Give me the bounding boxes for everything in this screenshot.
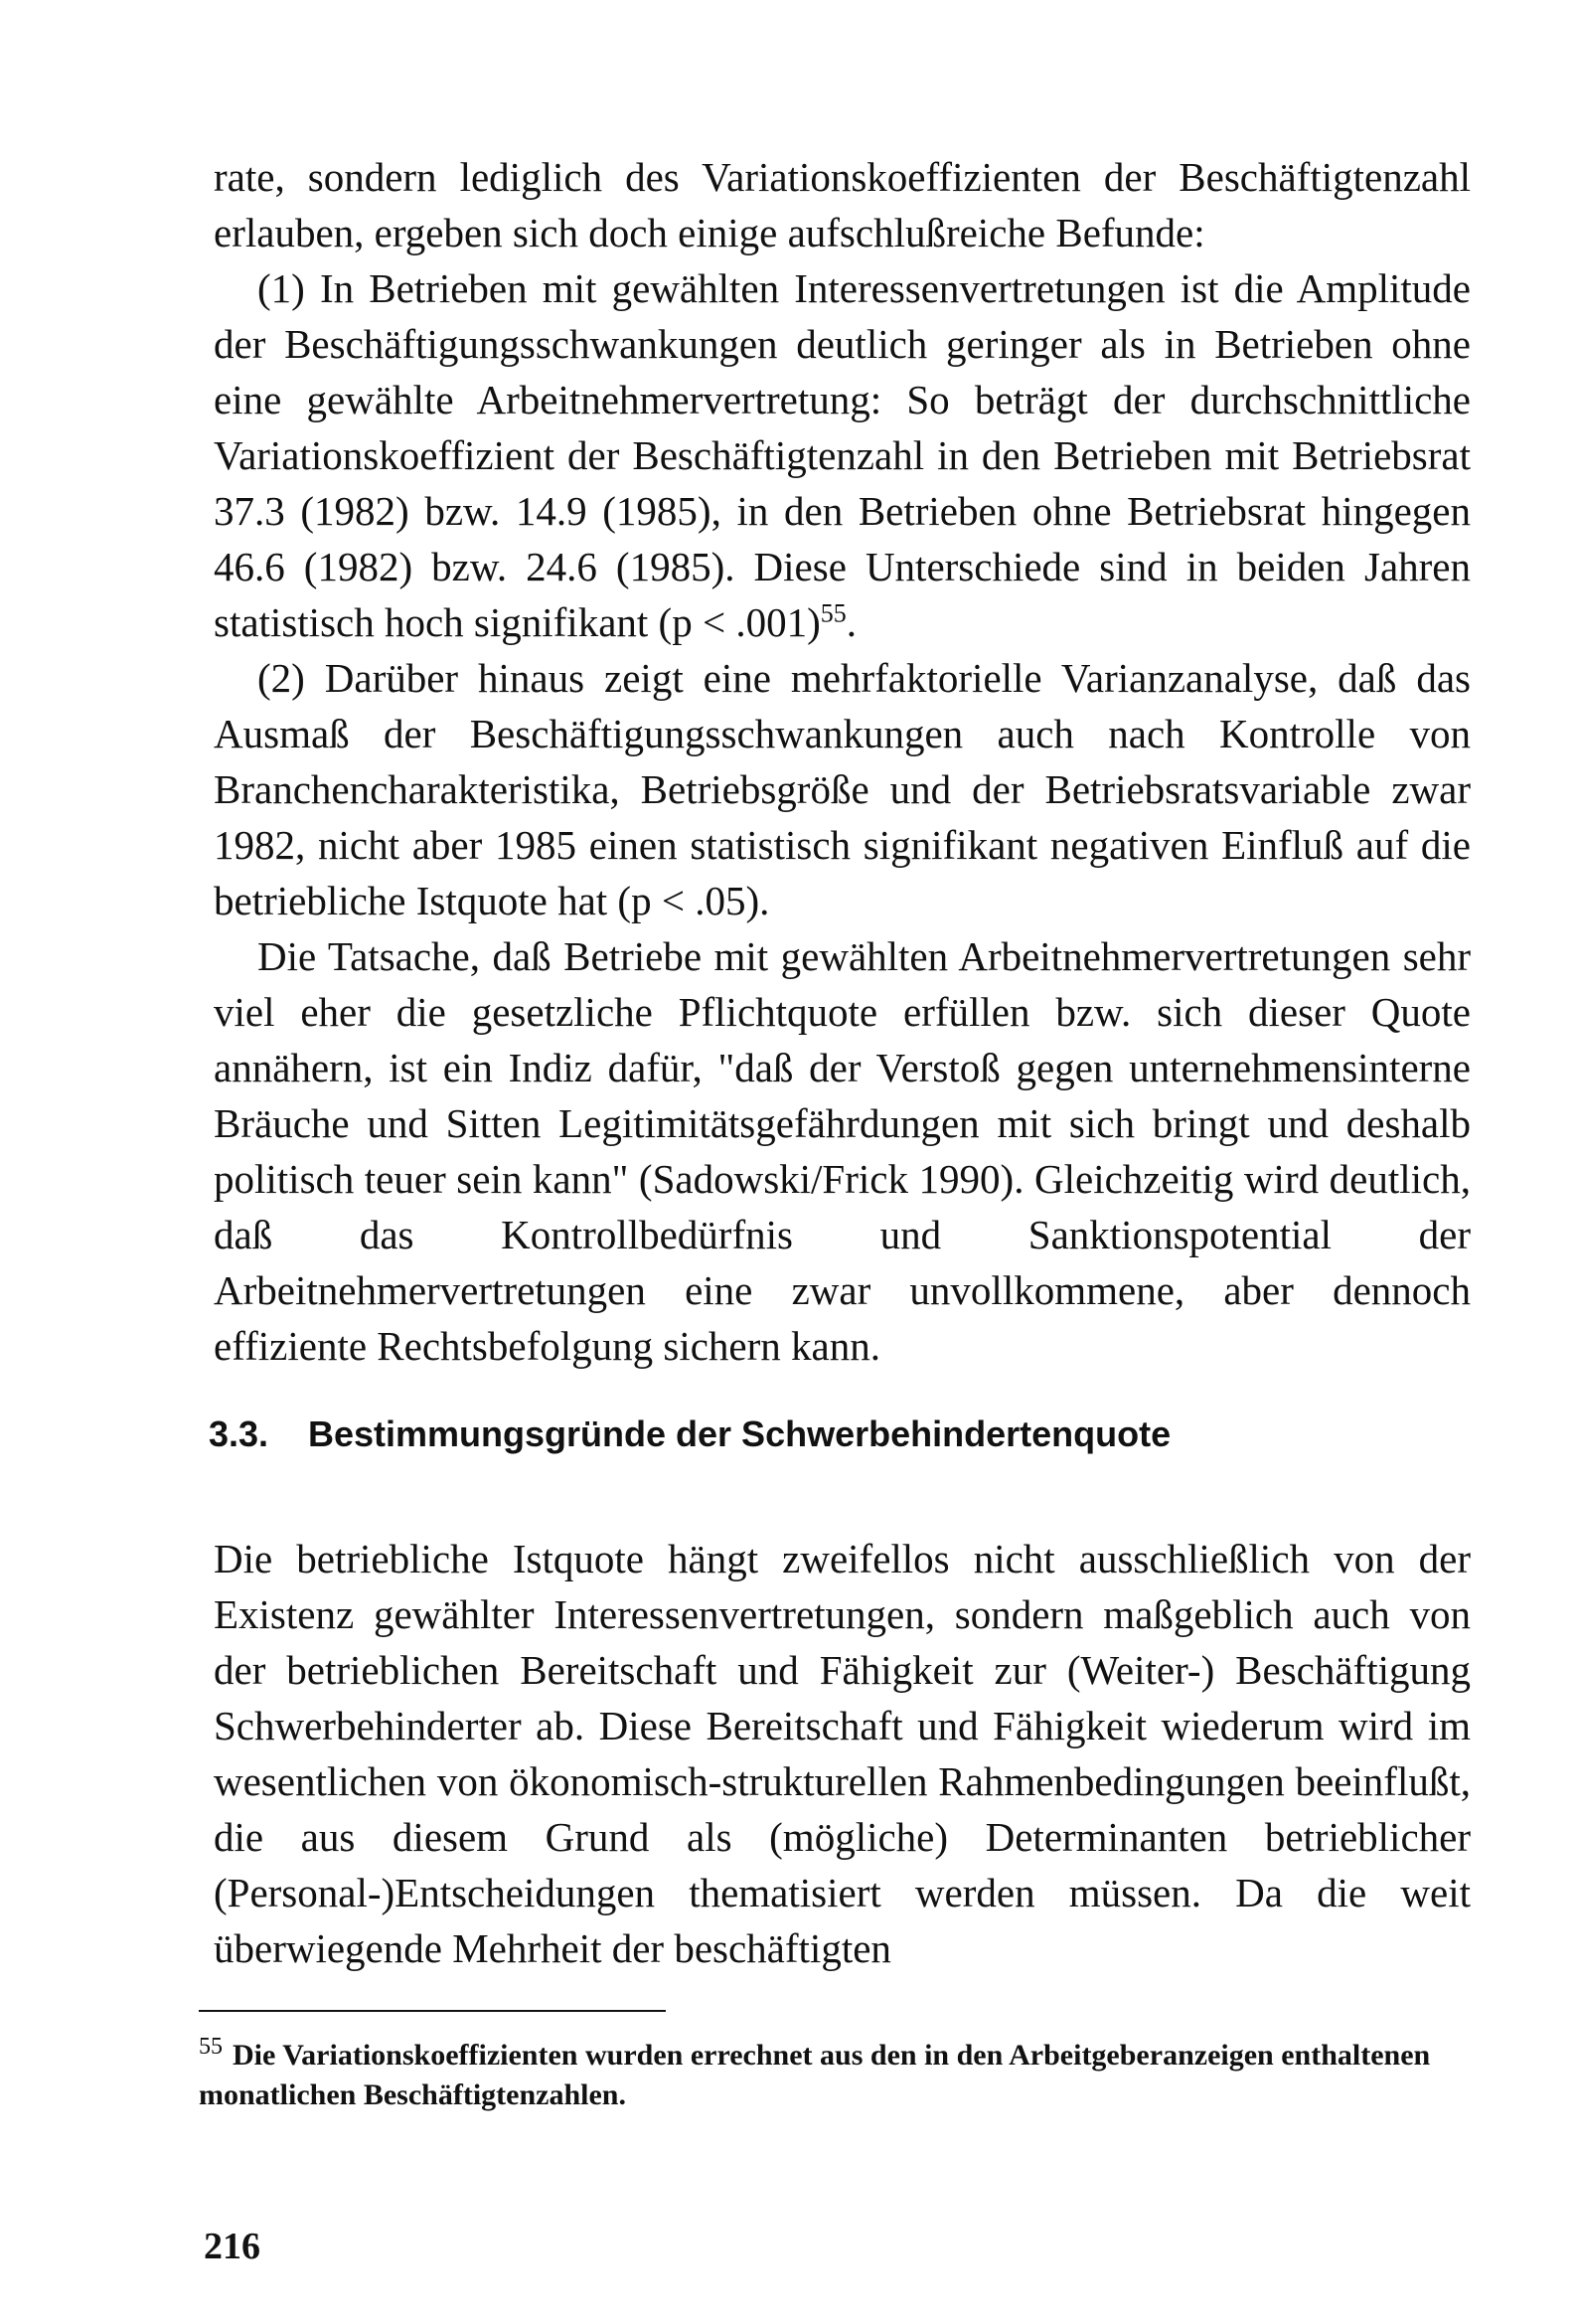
paragraph-section-intro	[214, 1531, 1471, 1976]
section-title: Bestimmungsgründe der Schwerbehindertenquote	[308, 1413, 1172, 1454]
paragraph-text: (2) Darüber hinaus zeigt eine mehrfaktorielle Varianzanalyse, daß das Ausmaß der Beschäftigungsschwankungen auch nach Kontrolle von Branchencharakteristika, Betriebsgröße und der Betriebsratsvariable zwar 1982, nicht aber 1985 einen statistisch signifikant negativen Einfluß auf die betriebliche Istquote hat (p < .05).	[214, 655, 1471, 923]
paragraph-continuation	[214, 149, 1471, 260]
paragraph-conclusion	[214, 928, 1471, 1374]
page-number: 216	[204, 2226, 260, 2267]
paragraph-text: rate, sondern lediglich des Variationskoeffizienten der Beschäftigtenzahl erlauben, ergeben sich doch einige aufschlußreiche Befunde:	[214, 154, 1471, 255]
footnote-marker: 55	[199, 2034, 223, 2060]
footnote-divider	[199, 2010, 666, 2012]
paragraph-finding-1	[214, 260, 1471, 650]
footnote	[199, 2036, 1471, 2115]
section-heading	[209, 1410, 1466, 1459]
body-text-bottom	[214, 1531, 1471, 1976]
paragraph-text: Die Tatsache, daß Betriebe mit gewählten Arbeitnehmervertretungen sehr viel eher die gesetzliche Pflichtquote erfüllen bzw. sich dieser Quote annähern, ist ein Indiz dafür, "daß der Verstoß gegen unternehmensinterne Bräuche und Sitten Legitimitätsgefährdungen mit sich bringt und deshalb politisch teuer sein kann" (Sadowski/Frick 1990). Gleichzeitig wird deutlich, daß das Kontrollbedürfnis und Sanktionspotential der Arbeitnehmervertretungen eine zwar unvollkommene, aber dennoch effiziente Rechtsbefolgung sichern kann.	[214, 933, 1471, 1369]
paragraph-text: (1) In Betrieben mit gewählten Interessenvertretungen ist die Amplitude der Beschäftigungsschwankungen deutlich geringer als in Betrieben ohne eine gewählte Arbeitnehmervertretung: So beträgt der durchschnittliche Variationskoeffizient der Beschäftigtenzahl in den Betrieben mit Betriebsrat 37.3 (1982) bzw. 14.9 (1985), in den Betrieben ohne Betriebsrat hingegen 46.6 (1982) bzw. 24.6 (1985). Diese Unterschiede sind in beiden Jahren statistisch hoch signifikant (p < .001)	[214, 265, 1471, 645]
body-text-top	[214, 149, 1471, 1374]
footnote-reference: 55	[820, 598, 847, 628]
paragraph-text-end: .	[846, 599, 857, 645]
paragraph-finding-2	[214, 650, 1471, 928]
paragraph-text: Die betriebliche Istquote hängt zweifellos nicht ausschließlich von der Existenz gewählter Interessenvertretungen, sondern maßgeblich auch von der betrieblichen Bereitschaft und Fähigkeit zur (Weiter-) Beschäftigung Schwerbehinderter ab. Diese Bereitschaft und Fähigkeit wiederum wird im wesentlichen von ökonomisch-strukturellen Rahmenbedingungen beeinflußt, die aus diesem Grund als (mögliche) Determinanten betrieblicher (Personal-)Entscheidungen thematisiert werden müssen. Da die weit überwiegende Mehrheit der beschäftigten	[214, 1536, 1471, 1971]
footnote-text: Die Variationskoeffizienten wurden errechnet aus den in den Arbeitgeberanzeigen enthaltenen monatlichen Beschäftigtenzahlen.	[199, 2039, 1431, 2111]
section-number: 3.3.	[209, 1413, 269, 1454]
